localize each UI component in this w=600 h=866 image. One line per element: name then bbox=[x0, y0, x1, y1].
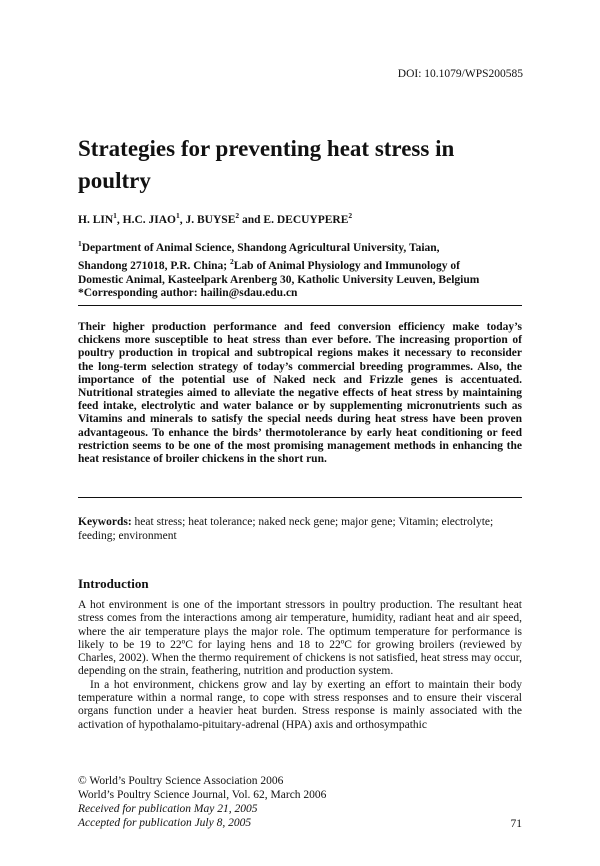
keywords-label: Keywords: bbox=[78, 516, 132, 528]
author-separator: and bbox=[239, 213, 264, 226]
author-list bbox=[78, 211, 352, 226]
section-heading-introduction: Introduction bbox=[78, 576, 149, 591]
footer bbox=[78, 774, 522, 830]
affiliation-line bbox=[78, 255, 528, 273]
affiliation-text: Shandong 271018, P.R. China; bbox=[78, 260, 230, 273]
keywords bbox=[78, 516, 522, 543]
paper-title: Strategies for preventing heat stress in poultry bbox=[78, 136, 455, 193]
author-affil-mark: 2 bbox=[235, 211, 240, 220]
author-affil-mark: 1 bbox=[113, 211, 117, 220]
author-affil-mark: 1 bbox=[176, 211, 180, 220]
author-name: H. LIN bbox=[78, 213, 114, 226]
copyright-line: © World’s Poultry Science Association 2006 bbox=[78, 775, 284, 787]
accepted-date: Accepted for publication July 8, 2005 bbox=[78, 817, 252, 829]
affiliation-line bbox=[78, 237, 528, 255]
author-separator: , bbox=[179, 213, 186, 226]
author-separator: , bbox=[116, 213, 123, 226]
introduction-body bbox=[78, 599, 522, 732]
author-affil-mark: 2 bbox=[348, 211, 353, 220]
abstract: Their higher production performance and feed conversion efficiency make today’s chickens more susceptible to heat stress than ever before. The increasing proportion of poultry production in tropical and subtropical regions makes it necessary to reconsider the long-term selection strategy of today’s commercial breeding programmes. Also, the importance of the potential use of Naked neck and Frizzle genes is accentuated. Nutritional strategies aimed to alleviate the negative effects of heat stress by maintaining feed intake, electrolytic and water balance or by supplementing micronutrients such as Vitamins and minerals to satisfy the special needs during heat stress have been proven advantageous. To enhance the birds’ thermotolerance by early heat conditioning or feed restriction seems to be one of the most promising management methods in enhancing the heat resistance of broiler chickens in the short run. bbox=[78, 321, 522, 466]
corresponding-author: *Corresponding author: hailin@sdau.edu.cn bbox=[78, 287, 298, 300]
affil-mark: 1 bbox=[78, 239, 82, 248]
affiliation-text: Department of Animal Science, Shandong Agricultural University, Taian, bbox=[81, 241, 440, 254]
author-name: J. BUYSE bbox=[185, 213, 236, 226]
keywords-text: heat stress; heat tolerance; naked neck gene; major gene; Vitamin; electrolyte; feeding; environment bbox=[78, 516, 497, 542]
abstract-top-rule bbox=[78, 305, 522, 306]
paragraph: In a hot environment, chickens grow and lay by exerting an effort to maintain their body temperature within a normal range, to cope with stress responses and to ensure their visceral organs function under a heavier heat burden. Stress response is mainly associated with the activation of hypothalamo-pituitary-adrenal (HPA) axis and orthosympathic bbox=[78, 678, 522, 731]
paragraph: A hot environment is one of the important stressors in poultry production. The resultant heat stress comes from the interactions among air temperature, humidity, radiant heat and air speed, where the air temperature plays the major role. The optimum temperature for performance is likely to be 19 to 22ºC for laying hens and 18 to 22ºC for growing broilers (reviewed by Charles, 2002). When the thermo requirement of chickens is not satisfied, heat stress may occur, depending on the strain, feathering, nutrition and production system. bbox=[78, 599, 522, 678]
doi-label: DOI: 10.1079/WPS200585 bbox=[397, 68, 523, 80]
affiliations bbox=[78, 237, 528, 301]
affiliation-text: Lab of Animal Physiology and Immunology of bbox=[233, 260, 460, 273]
affiliation-line: Domestic Animal, Kasteelpark Arenberg 30, Katholic University Leuven, Belgium bbox=[78, 273, 480, 286]
abstract-bottom-rule bbox=[78, 497, 522, 498]
author-name: H.C. JIAO bbox=[122, 213, 177, 226]
page-number: 71 bbox=[510, 818, 522, 830]
journal-line: World’s Poultry Science Journal, Vol. 62, March 2006 bbox=[78, 789, 327, 801]
received-date: Received for publication May 21, 2005 bbox=[78, 803, 258, 815]
affil-mark: 2 bbox=[230, 257, 234, 267]
author-name: E. DECUYPERE bbox=[263, 213, 349, 226]
